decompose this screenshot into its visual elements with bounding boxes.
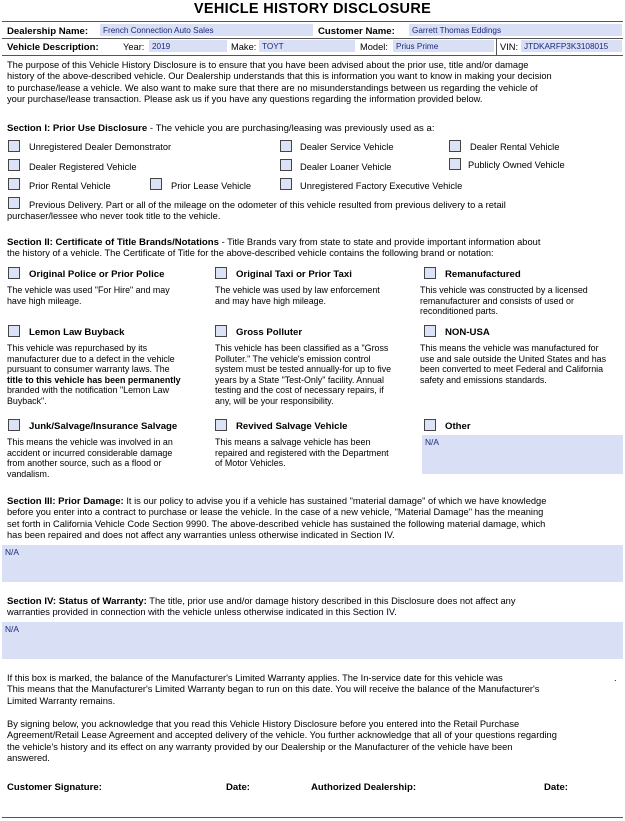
- year-field[interactable]: 2019: [149, 40, 227, 52]
- section4-line: The title, prior use and/or damage history described in this Disclosure does not affect any: [146, 596, 516, 606]
- lemon-law-description: [7, 343, 212, 406]
- desc-line: years by a State "Test-Only" facility. Annual: [215, 374, 384, 385]
- intro-paragraph: [7, 60, 621, 105]
- intro-line: The purpose of this Vehicle History Disclosure is to ensure that you have been advised about the prior use, title and/or damage: [7, 60, 529, 70]
- desc-line: and may have high mileage.: [215, 295, 327, 306]
- desc-line: from another source, such as a flood or: [7, 458, 162, 468]
- unregistered-demo-checkbox[interactable]: [8, 140, 20, 152]
- prior-lease-checkbox[interactable]: [150, 178, 162, 190]
- year-label: Year:: [123, 42, 145, 52]
- desc-line: accident or incurred considerable damage: [7, 447, 173, 458]
- header-bottom-rule: [2, 55, 623, 56]
- other-field[interactable]: N/A: [422, 435, 623, 474]
- header-mid-rule: [2, 38, 623, 39]
- section2-intro-line: the history of a vehicle. The Certificate of Title for the above-described vehicle contains the following brand or notation:: [7, 248, 494, 259]
- signing-line: Agreement/Retail Lease Agreement and accepted delivery of the vehicle. You further acknowledge that all of your questions regarding: [7, 730, 557, 741]
- junk-salvage-checkbox[interactable]: [8, 419, 20, 431]
- prior-lease-label: Prior Lease Vehicle: [171, 181, 252, 191]
- intro-line: to purchase/lease a vehicle. We also want to make sure that there are no misunderstandings between us regarding the vehicle of: [7, 82, 538, 93]
- make-label: Make:: [231, 42, 257, 52]
- desc-line: any, will be your responsibility.: [215, 395, 334, 406]
- intro-line: your purchase/lease transaction. Please ask us if you have any questions regarding the information provided below.: [7, 93, 483, 104]
- desc-line: pursuant to consumer warranty laws. The: [7, 364, 170, 374]
- vin-field[interactable]: JTDKARFP3K3108015: [521, 40, 622, 52]
- revived-salvage-description: [215, 437, 420, 469]
- desc-line: vandalism.: [7, 468, 50, 479]
- footer-rule: [2, 817, 623, 818]
- dealership-name-field[interactable]: French Connection Auto Sales: [100, 24, 313, 36]
- other-checkbox[interactable]: [424, 419, 436, 431]
- dealership-label: Dealership Name:: [7, 26, 89, 37]
- dealership-date-label: Date:: [544, 782, 568, 793]
- section1-title: Section I: Prior Use Disclosure: [7, 123, 148, 134]
- gross-polluter-title: Gross Polluter: [236, 327, 303, 338]
- desc-line: This vehicle was constructed by a licensed: [420, 285, 588, 295]
- dealer-loaner-checkbox[interactable]: [280, 159, 292, 171]
- header-top-rule: [2, 21, 623, 22]
- desc-line: of Motor Vehicles.: [215, 458, 286, 468]
- section4-text: [7, 596, 621, 619]
- signing-paragraph: [7, 719, 621, 764]
- previous-delivery-line: Previous Delivery. Part or all of the mileage on the odometer of this vehicle resulted from previous delivery to a retail: [29, 200, 506, 210]
- prior-rental-checkbox[interactable]: [8, 178, 20, 190]
- revived-salvage-title: Revived Salvage Vehicle: [236, 421, 348, 432]
- signing-line: By signing below, you acknowledge that you read this Vehicle History Disclosure before you entered into the Retail Purchase: [7, 719, 520, 729]
- unregistered-demo-label: Unregistered Dealer Demonstrator: [29, 142, 172, 152]
- warranty-paragraph: [7, 673, 621, 707]
- unregistered-factory-label: Unregistered Factory Executive Vehicle: [300, 181, 463, 191]
- section3-title: Section III: Prior Damage:: [7, 496, 124, 507]
- desc-line: This means the vehicle was manufactured for: [420, 343, 599, 353]
- customer-name-field[interactable]: Garrett Thomas Eddings: [409, 24, 622, 36]
- dealer-service-label: Dealer Service Vehicle: [300, 142, 394, 152]
- taxi-description: [215, 285, 420, 306]
- section4-title: Section IV: Status of Warranty:: [7, 596, 147, 607]
- desc-line: repaired and registered with the Department: [215, 447, 389, 458]
- section4-line: warranties provided in connection with the vehicle unless otherwise indicated in this Section IV.: [7, 607, 397, 618]
- authorized-dealership-label: Authorized Dealership:: [311, 782, 417, 793]
- prior-damage-field[interactable]: N/A: [2, 545, 623, 582]
- in-service-date-blank[interactable]: .: [614, 673, 617, 683]
- revived-salvage-checkbox[interactable]: [215, 419, 227, 431]
- desc-line: testing and the cost of necessary repairs, if: [215, 385, 384, 395]
- non-usa-checkbox[interactable]: [424, 325, 436, 337]
- section3-line: before you enter into a contract to purchase or lease the vehicle. In the case of a new vehicle, "Material Damage" has the meaning: [7, 507, 544, 518]
- customer-signature-label: Customer Signature:: [7, 782, 102, 793]
- desc-line: The vehicle was used "For Hire" and may: [7, 285, 170, 295]
- desc-line: title to this vehicle has been permanently: [7, 374, 181, 385]
- desc-line: safety and emissions standards.: [420, 374, 547, 385]
- dealer-rental-checkbox[interactable]: [449, 140, 461, 152]
- remanufactured-checkbox[interactable]: [424, 267, 436, 279]
- make-field[interactable]: TOYT: [259, 40, 355, 52]
- desc-line: use and sale outside the United States and has: [420, 353, 607, 364]
- desc-line: This means the vehicle was involved in an: [7, 437, 173, 447]
- lemon-law-checkbox[interactable]: [8, 325, 20, 337]
- taxi-title: Original Taxi or Prior Taxi: [236, 269, 352, 280]
- model-field[interactable]: Prius Prime: [393, 40, 494, 52]
- remanufactured-title: Remanufactured: [445, 269, 521, 280]
- previous-delivery-line: purchaser/lessee who never took title to the vehicle.: [7, 211, 221, 222]
- section3-line: It is our policy to advise you if a vehicle has sustained "material damage" of which we have knowledge: [123, 496, 547, 506]
- unregistered-factory-checkbox[interactable]: [280, 178, 292, 190]
- desc-line: manufacturer due to a defect in the vehicle: [7, 353, 175, 364]
- junk-salvage-description: [7, 437, 212, 479]
- section3-line: set forth in California Vehicle Code Section 9990. The above-described vehicle has sustained the following material damage, which: [7, 518, 546, 529]
- section1-heading: [7, 123, 435, 135]
- desc-line: The vehicle was used by law enforcement: [215, 285, 380, 295]
- section2-intro: [7, 237, 621, 260]
- desc-line: This means a salvage vehicle has been: [215, 437, 371, 447]
- non-usa-description: [420, 343, 623, 385]
- model-label: Model:: [360, 42, 388, 52]
- intro-line: history of the above-described vehicle. Our Dealership understands that this is information you want to know in making your decision: [7, 71, 552, 82]
- warranty-line: This means that the Manufacturer's Limited Warranty began to run on this date. You will receive the balance of the Manufacturer's: [7, 684, 540, 695]
- signing-line: the vehicle's history and its effect on any warranty provided by our Dealership or the Manufacturer of the vehicle have been: [7, 741, 513, 752]
- gross-polluter-checkbox[interactable]: [215, 325, 227, 337]
- warranty-line: If this box is marked, the balance of the Manufacturer's Limited Warranty applies. The In-service date for this vehicle was: [7, 673, 503, 683]
- remanufactured-description: [420, 285, 623, 317]
- police-description: [7, 285, 212, 306]
- vin-label: VIN:: [500, 42, 519, 52]
- desc-line: system must be tested annually-for up to five: [215, 364, 392, 374]
- desc-line: branded with the notification "Lemon Law: [7, 385, 170, 395]
- publicly-owned-label: Publicly Owned Vehicle: [468, 160, 565, 170]
- taxi-checkbox[interactable]: [215, 267, 227, 279]
- non-usa-title: NON-USA: [445, 327, 490, 338]
- desc-line: been converted to meet Federal and California: [420, 364, 604, 374]
- desc-line: have high mileage.: [7, 295, 82, 306]
- vehicle-description-label: Vehicle Description:: [7, 42, 99, 53]
- section1-subtitle: - The vehicle you are purchasing/leasing was previously used as a:: [147, 123, 435, 134]
- dealer-registered-label: Dealer Registered Vehicle: [29, 162, 137, 172]
- previous-delivery-text: [7, 200, 621, 223]
- desc-line: remanufacturer and consists of used or: [420, 295, 574, 306]
- warranty-status-field[interactable]: N/A: [2, 622, 623, 659]
- vin-divider: [496, 38, 497, 55]
- section3-line: has been repaired and does not affect any warranties unless otherwise indicated in Section IV.: [7, 529, 395, 540]
- desc-line: Buyback".: [7, 395, 47, 406]
- section2-intro-line: - Title Brands vary from state to state and provide important information about: [218, 237, 541, 247]
- desc-line: Polluter." The vehicle's emission control: [215, 353, 371, 364]
- junk-salvage-title: Junk/Salvage/Insurance Salvage: [29, 421, 178, 432]
- police-title: Original Police or Prior Police: [29, 269, 165, 280]
- lemon-law-title: Lemon Law Buyback: [29, 327, 125, 338]
- customer-date-label: Date:: [226, 782, 250, 793]
- publicly-owned-checkbox[interactable]: [449, 158, 461, 170]
- desc-line: This vehicle was repurchased by its: [7, 343, 148, 353]
- dealer-service-checkbox[interactable]: [280, 140, 292, 152]
- section3-text: [7, 496, 621, 541]
- desc-line: reconditioned parts.: [420, 306, 498, 316]
- dealer-rental-label: Dealer Rental Vehicle: [470, 142, 560, 152]
- signing-line: answered.: [7, 752, 50, 763]
- dealer-loaner-label: Dealer Loaner Vehicle: [300, 162, 392, 172]
- warranty-line: Limited Warranty remains.: [7, 695, 116, 706]
- other-title: Other: [445, 421, 471, 432]
- section2-title: Section II: Certificate of Title Brands/Notations: [7, 237, 219, 248]
- desc-line: This vehicle has been classified as a "Gross: [215, 343, 389, 353]
- gross-polluter-description: [215, 343, 420, 406]
- police-checkbox[interactable]: [8, 267, 20, 279]
- dealer-registered-checkbox[interactable]: [8, 159, 20, 171]
- prior-rental-label: Prior Rental Vehicle: [29, 181, 111, 191]
- page-title: VEHICLE HISTORY DISCLOSURE: [193, 1, 432, 17]
- customer-label: Customer Name:: [318, 26, 395, 37]
